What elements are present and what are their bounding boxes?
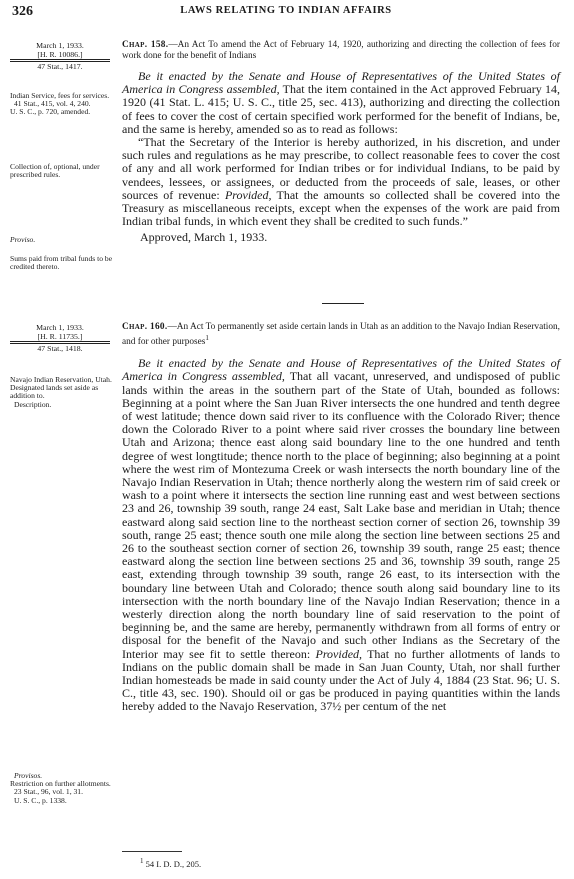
margin-note-indian-service: Indian Service, fees for services. 41 Stat., 415, vol. 4, 240. U. S. C., p. 720, amended.	[10, 91, 110, 117]
act1-chapter-label: Chap. 158.	[122, 40, 169, 50]
act2-text	[122, 357, 560, 713]
act1-approved: Approved, March 1, 1933.	[140, 230, 268, 245]
act2-paragraph-1: Be it enacted by the Senate and House of Representatives of the United States of America in Congress assembled, That all vacant, unreserved, and undisposed of public lands within the areas in the southern part of the State of Utah, bounded as follows: Beginning at a point where the San Juan River intersects the one hundred and tenth degree of west latitude; thence down said river to its confluence with the Colorado River; thence down the Colorado River to a point where said river crosses the boundary line between Utah and Arizona; thence east along said boundary line to the one hundred and tenth degree of west longtitude; thence north to the place of beginning; also beginning at a point where the west rim of Montezuma Creek or wash intersects the north boundary line of the Navajo Indian Reservation in Utah; thence northerly along the western rim of said creek or wash to a point where it intersects the section line running east and west between sections 23 and 26, township 39 south, range 24 east, Salt Lake base and meridian in Utah; thence eastward along said section line to the northeast section corner of section 26, township 39 south, range 25 east; thence south one mile along the section line between sections 25 and 26 to the southeast section corner of section 26, township 39 south, range 25 east; thence eastward along the section line between sections 25 and 36, township 39 south, range 25 east, extending through township 39 south, range 26 east, to its intersection with the boundary line between Utah and Colorado; thence south along said boundary line to its intersection with the north boundary line of the Navajo Indian Reservation; thence in a westerly direction along the north boundary line of said reservation to the point of beginning be, and the same are hereby, permanently withdrawn from all forms of entry or disposal for the benefit of the Navajo and such other Indians as the Secretary of the Interior may see fit to settle thereon: Provided, That no further allotments of lands to Indians on the public domain shall be made in San Juan County, Utah, nor shall further Indian homesteads be made in said county under the Act of July 4, 1884 (23 Stat. 96; U. S. C., title 43, sec. 190). Should oil or gas be produced in paying quantities within the lands hereby added to the Navajo Reservation, 37½ per centum of the net	[122, 356, 561, 714]
act2-date: March 1, 1933.	[36, 323, 84, 332]
act1-stat: 47 Stat., 1417.	[10, 61, 110, 71]
act2-stat: 47 Stat., 1418.	[10, 343, 110, 353]
footnote-text: 54 I. D. D., 205.	[145, 858, 202, 869]
act1-chapter-title: —An Act To amend the Act of February 14, 1920, authorizing and directing the collection of fees for work done for the benefit of Indians	[122, 40, 560, 61]
margin-note-proviso: Proviso.	[10, 235, 36, 244]
act1-enacting-clause: Be it enacted by the Senate and House of Representatives of the United States of America in Congress assembled,	[122, 69, 560, 97]
act1-margin-heading	[10, 41, 110, 71]
footnote	[140, 857, 201, 869]
act1-body	[122, 40, 560, 244]
act2-chapter-label: Chap. 160.	[122, 322, 168, 332]
page-header	[12, 4, 560, 20]
act2-bill: [H. R. 11735.]	[10, 332, 110, 342]
section-divider	[322, 303, 364, 304]
act2-footnote-mark: 1	[205, 334, 209, 342]
running-title: LAWS RELATING TO INDIAN AFFAIRS	[180, 5, 392, 16]
act1-bill: [H. R. 10086.]	[10, 50, 110, 60]
footnote-rule	[122, 851, 182, 852]
margin-note-sums: Sums paid from tribal funds to be credited thereto.	[10, 254, 113, 272]
act1-date: March 1, 1933.	[36, 41, 84, 50]
page-number: 326	[12, 4, 33, 19]
act2-enacting-clause: Be it enacted by the Senate and House of Representatives of the United States of America in Congress assembled,	[122, 356, 560, 384]
act1-paragraph-2: “That the Secretary of the Interior is hereby authorized, in his discretion, and under such rules and regulations as he may prescribe, to collect reasonable fees to cover the cost of any and all work performed for Indian tribes or for individual Indians, to be paid by vendees, lessees, or assignees, or deducted from the proceeds of sale, leases, or other sources of revenue: Provided, That the amounts so collected shall be covered into the Treasury as miscellaneous receipts, except when the expenses of the work are paid from Indian tribal funds, in which event they shall be credited to such funds.”	[122, 135, 561, 229]
act2-chapter-title: —An Act To permanently set aside certain lands in Utah as an addition to the Navajo Indian Reservation, and for other purposes	[122, 322, 560, 348]
act1-paragraph-1: Be it enacted by the Senate and House of Representatives of the United States of America in Congress assembled, That the item contained in the Act approved February 14, 1920 (41 Stat. L. 415; U. S. C., title 25, sec. 413), authorizing and directing the collection of fees to cover the cost of certain specified work performed for the benefit of Indians, be, and the same is hereby, amended so as to read as follows:	[122, 69, 560, 136]
margin-note-restriction: Provisos. Restriction on further allotments. 23 Stat., 96, vol. 1, 31. U. S. C., p. 1338.	[10, 771, 111, 805]
act1-text	[122, 70, 560, 228]
act2-margin-heading	[10, 323, 110, 353]
act1-chapter-heading	[122, 40, 560, 62]
margin-note-collection: Collection of, optional, under prescribed rules.	[10, 162, 100, 180]
margin-note-navajo: Navajo Indian Reservation, Utah. Designated lands set aside as addition to. Description.	[10, 375, 112, 409]
act2-chapter-heading	[122, 322, 560, 348]
act2-body	[122, 322, 560, 714]
footnote-mark: 1	[140, 857, 144, 865]
